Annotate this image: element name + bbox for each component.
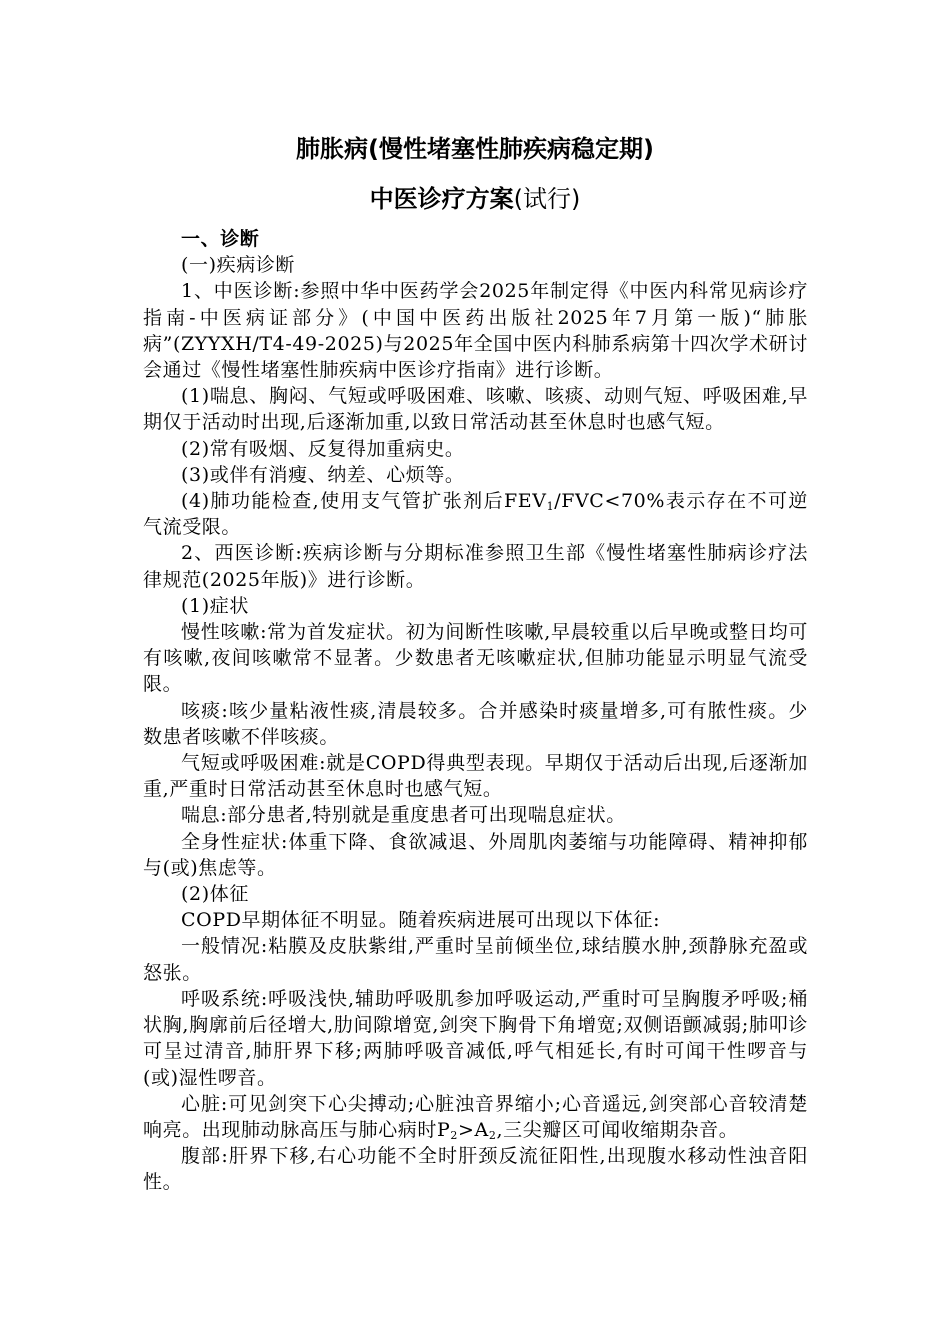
paragraph-tcm-diagnosis: 1、中医诊断:参照中华中医药学会2025年制定得《中医内科常见病诊疗指南-中医病证部分》(中国中医药出版社2025年7月第一版)“肺胀病”(ZYYXH/T4-49-2025)与2025年全国中医内科肺系病第十四次学术研讨会通过《慢性堵塞性肺疾病中医诊疗指南》进行诊断。 [143,280,808,382]
subtitle-main: 中医诊疗方案 [369,185,514,213]
symptom-chronic-cough: 慢性咳嗽:常为首发症状。初为间断性咳嗽,早晨较重以后早晚或整日均可有咳嗽,夜间咳嗽常不显著。少数患者无咳嗽症状,但肺功能显示明显气流受限。 [143,621,808,696]
symptom-sputum: 咳痰:咳少量粘液性痰,清晨较多。合并感染时痰量增多,可有脓性痰。少数患者咳嗽不伴咳痰。 [143,699,808,748]
sign-cardiac-text-a: 心脏:可见剑突下心尖搏动;心脏浊音界缩小;心音遥远,剑突部心音较清楚响亮。出现肺动脉高压与肺心病时P [143,1092,808,1141]
symptoms-heading: (1)症状 [181,594,249,617]
signs-heading: (2)体征 [181,883,249,906]
signs-intro: COPD早期体征不明显。随着疾病进展可出现以下体征: [181,909,661,932]
a2-subscript: 2 [488,1128,497,1142]
criterion-4-text-b: /FVC<70%表示存在不可逆气流受限。 [143,490,808,539]
sign-cardiac-text-c: ,三尖瓣区可闻收缩期杂音。 [496,1118,739,1141]
document-body [143,226,808,1196]
sign-cardiac-text-b: >A [458,1118,489,1141]
criterion-4 [143,488,808,540]
sign-respiratory: 呼吸系统:呼吸浅快,辅助呼吸肌参加呼吸运动,严重时可呈胸腹矛呼吸;桶状胸,胸廓前后径增大,肋间隙增宽,剑突下胸骨下角增宽;双侧语颤减弱;肺叩诊可呈过清音,肺肝界下移;两肺呼吸音减低,呼气相延长,有时可闻干性啰音与(或)湿性啰音。 [143,987,808,1089]
section-heading-diagnosis: 一、诊断 [181,228,260,250]
criterion-1: (1)喘息、胸闷、气短或呼吸困难、咳嗽、咳痰、动则气短、呼吸困难,早期仅于活动时出现,后逐渐加重,以致日常活动甚至休息时也感气短。 [143,385,808,434]
symptom-wheezing: 喘息:部分患者,特别就是重度患者可出现喘息症状。 [181,804,626,827]
criterion-2: (2)常有吸烟、反复得加重病史。 [181,437,465,460]
criterion-4-text-a: (4)肺功能检查,使用支气管扩张剂后FEV [181,490,547,513]
p2-subscript: 2 [450,1128,458,1142]
sign-cardiac [143,1091,808,1143]
sign-abdominal: 腹部:肝界下移,右心功能不全时肝颈反流征阳性,出现腹水移动性浊音阳性。 [143,1145,808,1194]
subtitle-trial: (试行) [513,185,581,213]
fev-subscript: 1 [546,500,555,514]
symptom-systemic: 全身性症状:体重下降、食欲减退、外周肌肉萎缩与功能障碍、精神抑郁与(或)焦虑等。 [143,830,808,879]
symptom-dyspnea: 气短或呼吸困难:就是COPD得典型表现。早期仅于活动后出现,后逐渐加重,严重时日常活动甚至休息时也感气短。 [143,752,808,801]
document-title: 肺胀病(慢性堵塞性肺疾病稳定期) [296,135,654,163]
sign-general: 一般情况:粘膜及皮肤紫绀,严重时呈前倾坐位,球结膜水肿,颈静脉充盈或怒张。 [143,935,808,984]
document-subtitle [0,183,950,215]
paragraph-western-diagnosis: 2、西医诊断:疾病诊断与分期标准参照卫生部《慢性堵塞性肺病诊疗法律规范(2025年版)》进行诊断。 [143,542,808,591]
subsection-disease-diagnosis: (一)疾病诊断 [181,254,296,277]
criterion-3: (3)或伴有消瘦、纳差、心烦等。 [181,463,465,486]
